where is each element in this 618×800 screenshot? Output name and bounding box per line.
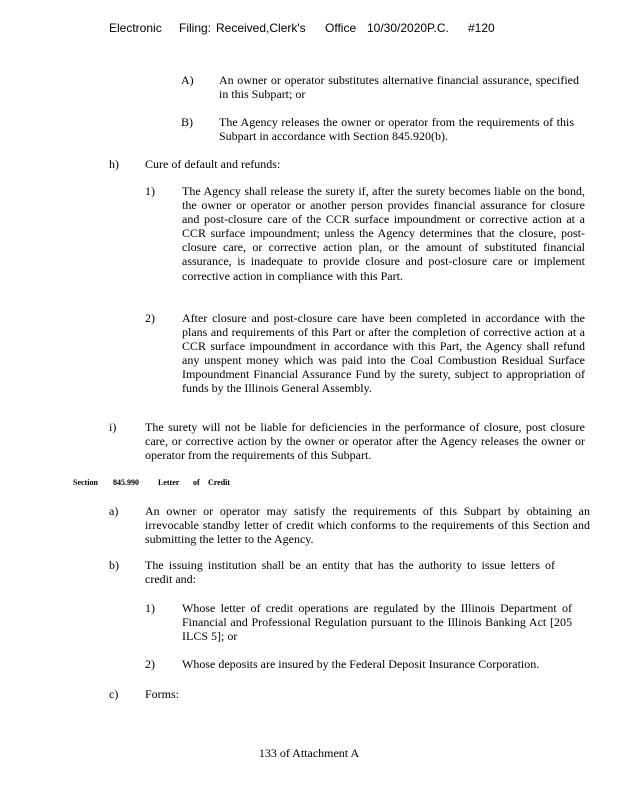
section-number: 845.990 [113,478,139,487]
section-title-1: Letter [158,478,180,487]
item-text: Whose deposits are insured by the Federal Deposit Insurance Corporation. [182,657,540,671]
item-text: An owner or operator may satisfy the requirements of this Subpart by obtaining an irrevocable standby letter of credit which conforms to the requirements of this Section and submitting the letter to the Agency. [145,504,590,547]
header-office: Office [325,21,357,35]
header-filing: Filing: [179,21,212,35]
item-text: Cure of default and refunds: [145,157,281,171]
header-date: 10/30/2020P.C. [367,21,449,35]
filing-header [0,21,618,37]
item-label: 2) [145,657,155,671]
item-text: Whose letter of credit operations are regulated by the Illinois Department of Financial and Professional Regulation pursuant to the Illinois Banking Act [205 ILCS 5]; or [182,601,572,644]
section-heading [0,478,618,490]
item-label: A) [181,73,194,87]
page-footer: 133 of Attachment A [258,746,360,760]
item-label: c) [109,687,119,701]
item-label: 1) [145,184,155,198]
header-received: Received,Clerk's [216,21,306,35]
header-electronic: Electronic [109,21,162,35]
item-label: i) [109,420,117,434]
item-text: An owner or operator substitutes alternative financial assurance, specified in this Subpart; or [219,73,579,102]
header-number: #120 [468,21,495,35]
section-word: Section [73,478,98,487]
item-text: The Agency shall release the surety if, after the surety becomes liable on the bond, the owner or operator or another person provides financial assurance for closure and post-closure care of the CCR surface impoundment or corrective action at a CCR surface impoundment; unless the Agency determines that the closure, post-closure care, or corrective action plan, or the amount of substituted financial assurance, is inadequate to provide closure and post-closure care or implement corrective action in compliance with this Part. [182,184,585,283]
item-label: b) [109,558,119,572]
item-label: a) [109,504,119,518]
section-title-3: Credit [208,478,231,487]
item-text: Forms: [145,687,180,701]
item-text: The surety will not be liable for deficiencies in the performance of closure, post closure care, or corrective action by the owner or operator after the Agency releases the owner or operator from the requirements of this Subpart. [145,420,585,463]
section-title-2: of [193,478,200,487]
item-label: 1) [145,601,155,615]
item-label: B) [181,115,193,129]
item-label: h) [109,157,119,171]
item-text: The issuing institution shall be an entity that has the authority to issue letters of credit and: [145,558,555,587]
item-label: 2) [145,311,155,325]
item-text: The Agency releases the owner or operator from the requirements of this Subpart in accordance with Section 845.920(b). [219,115,574,144]
item-text: After closure and post-closure care have been completed in accordance with the plans and requirements of this Part or after the completion of corrective action at a CCR surface impoundment in accordance with this Part, the Agency shall refund any unspent money which was paid into the Coal Combustion Residual Surface Impoundment Financial Assurance Fund by the surety, subject to appropriation of funds by the Illinois General Assembly. [182,311,585,396]
